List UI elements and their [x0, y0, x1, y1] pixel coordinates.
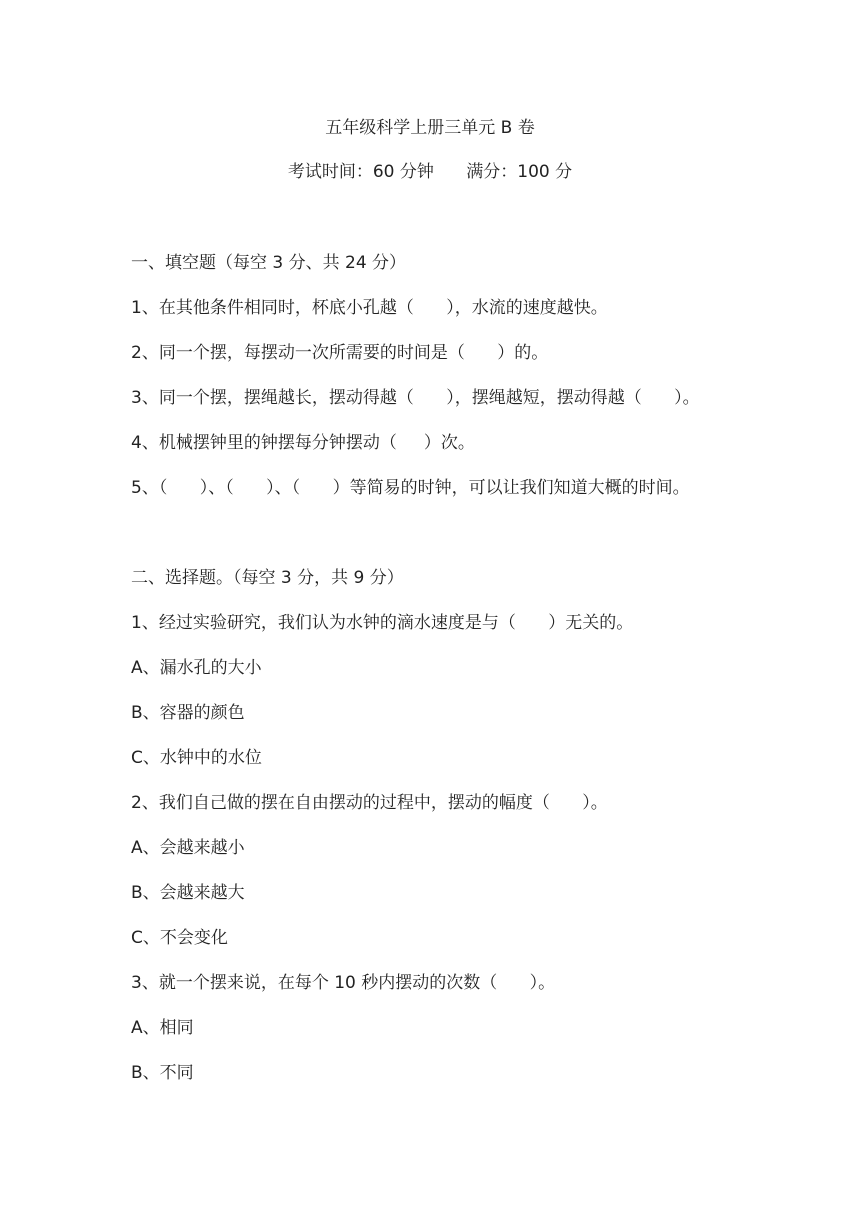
answer-option: B、容器的颜色 [131, 703, 245, 723]
answer-option: B、会越来越大 [131, 883, 245, 903]
answer-option: C、不会变化 [131, 928, 228, 948]
page-title: 五年级科学上册三单元 B 卷 [325, 118, 535, 138]
question-item: 3、同一个摆，摆绳越长，摆动得越（ ），摆绳越短，摆动得越（ ）。 [131, 388, 700, 408]
question-stem: 3、就一个摆来说，在每个 10 秒内摆动的次数（ ）。 [131, 973, 556, 993]
section-heading-choice: 二、选择题。（每空 3 分，共 9 分） [131, 568, 404, 588]
question-item: 1、在其他条件相同时，杯底小孔越（ ），水流的速度越快。 [131, 298, 608, 318]
question-item: 4、机械摆钟里的钟摆每分钟摆动（ ）次。 [131, 433, 475, 453]
answer-option: A、会越来越小 [131, 838, 245, 858]
question-stem: 1、经过实验研究，我们认为水钟的滴水速度是与（ ）无关的。 [131, 613, 634, 633]
question-item: 2、同一个摆，每摆动一次所需要的时间是（ ）的。 [131, 343, 549, 363]
answer-option: C、水钟中的水位 [131, 748, 262, 768]
question-stem: 2、我们自己做的摆在自由摆动的过程中，摆动的幅度（ ）。 [131, 793, 608, 813]
answer-option: A、漏水孔的大小 [131, 658, 262, 678]
answer-option: B、不同 [131, 1063, 194, 1083]
question-item: 5、（ ）、（ ）、（ ）等简易的时钟，可以让我们知道大概的时间。 [131, 478, 690, 498]
answer-option: A、相同 [131, 1018, 194, 1038]
section-heading-fill-in: 一、填空题（每空 3 分、共 24 分） [131, 253, 407, 273]
exam-info: 考试时间：60 分钟 满分：100 分 [287, 162, 573, 182]
